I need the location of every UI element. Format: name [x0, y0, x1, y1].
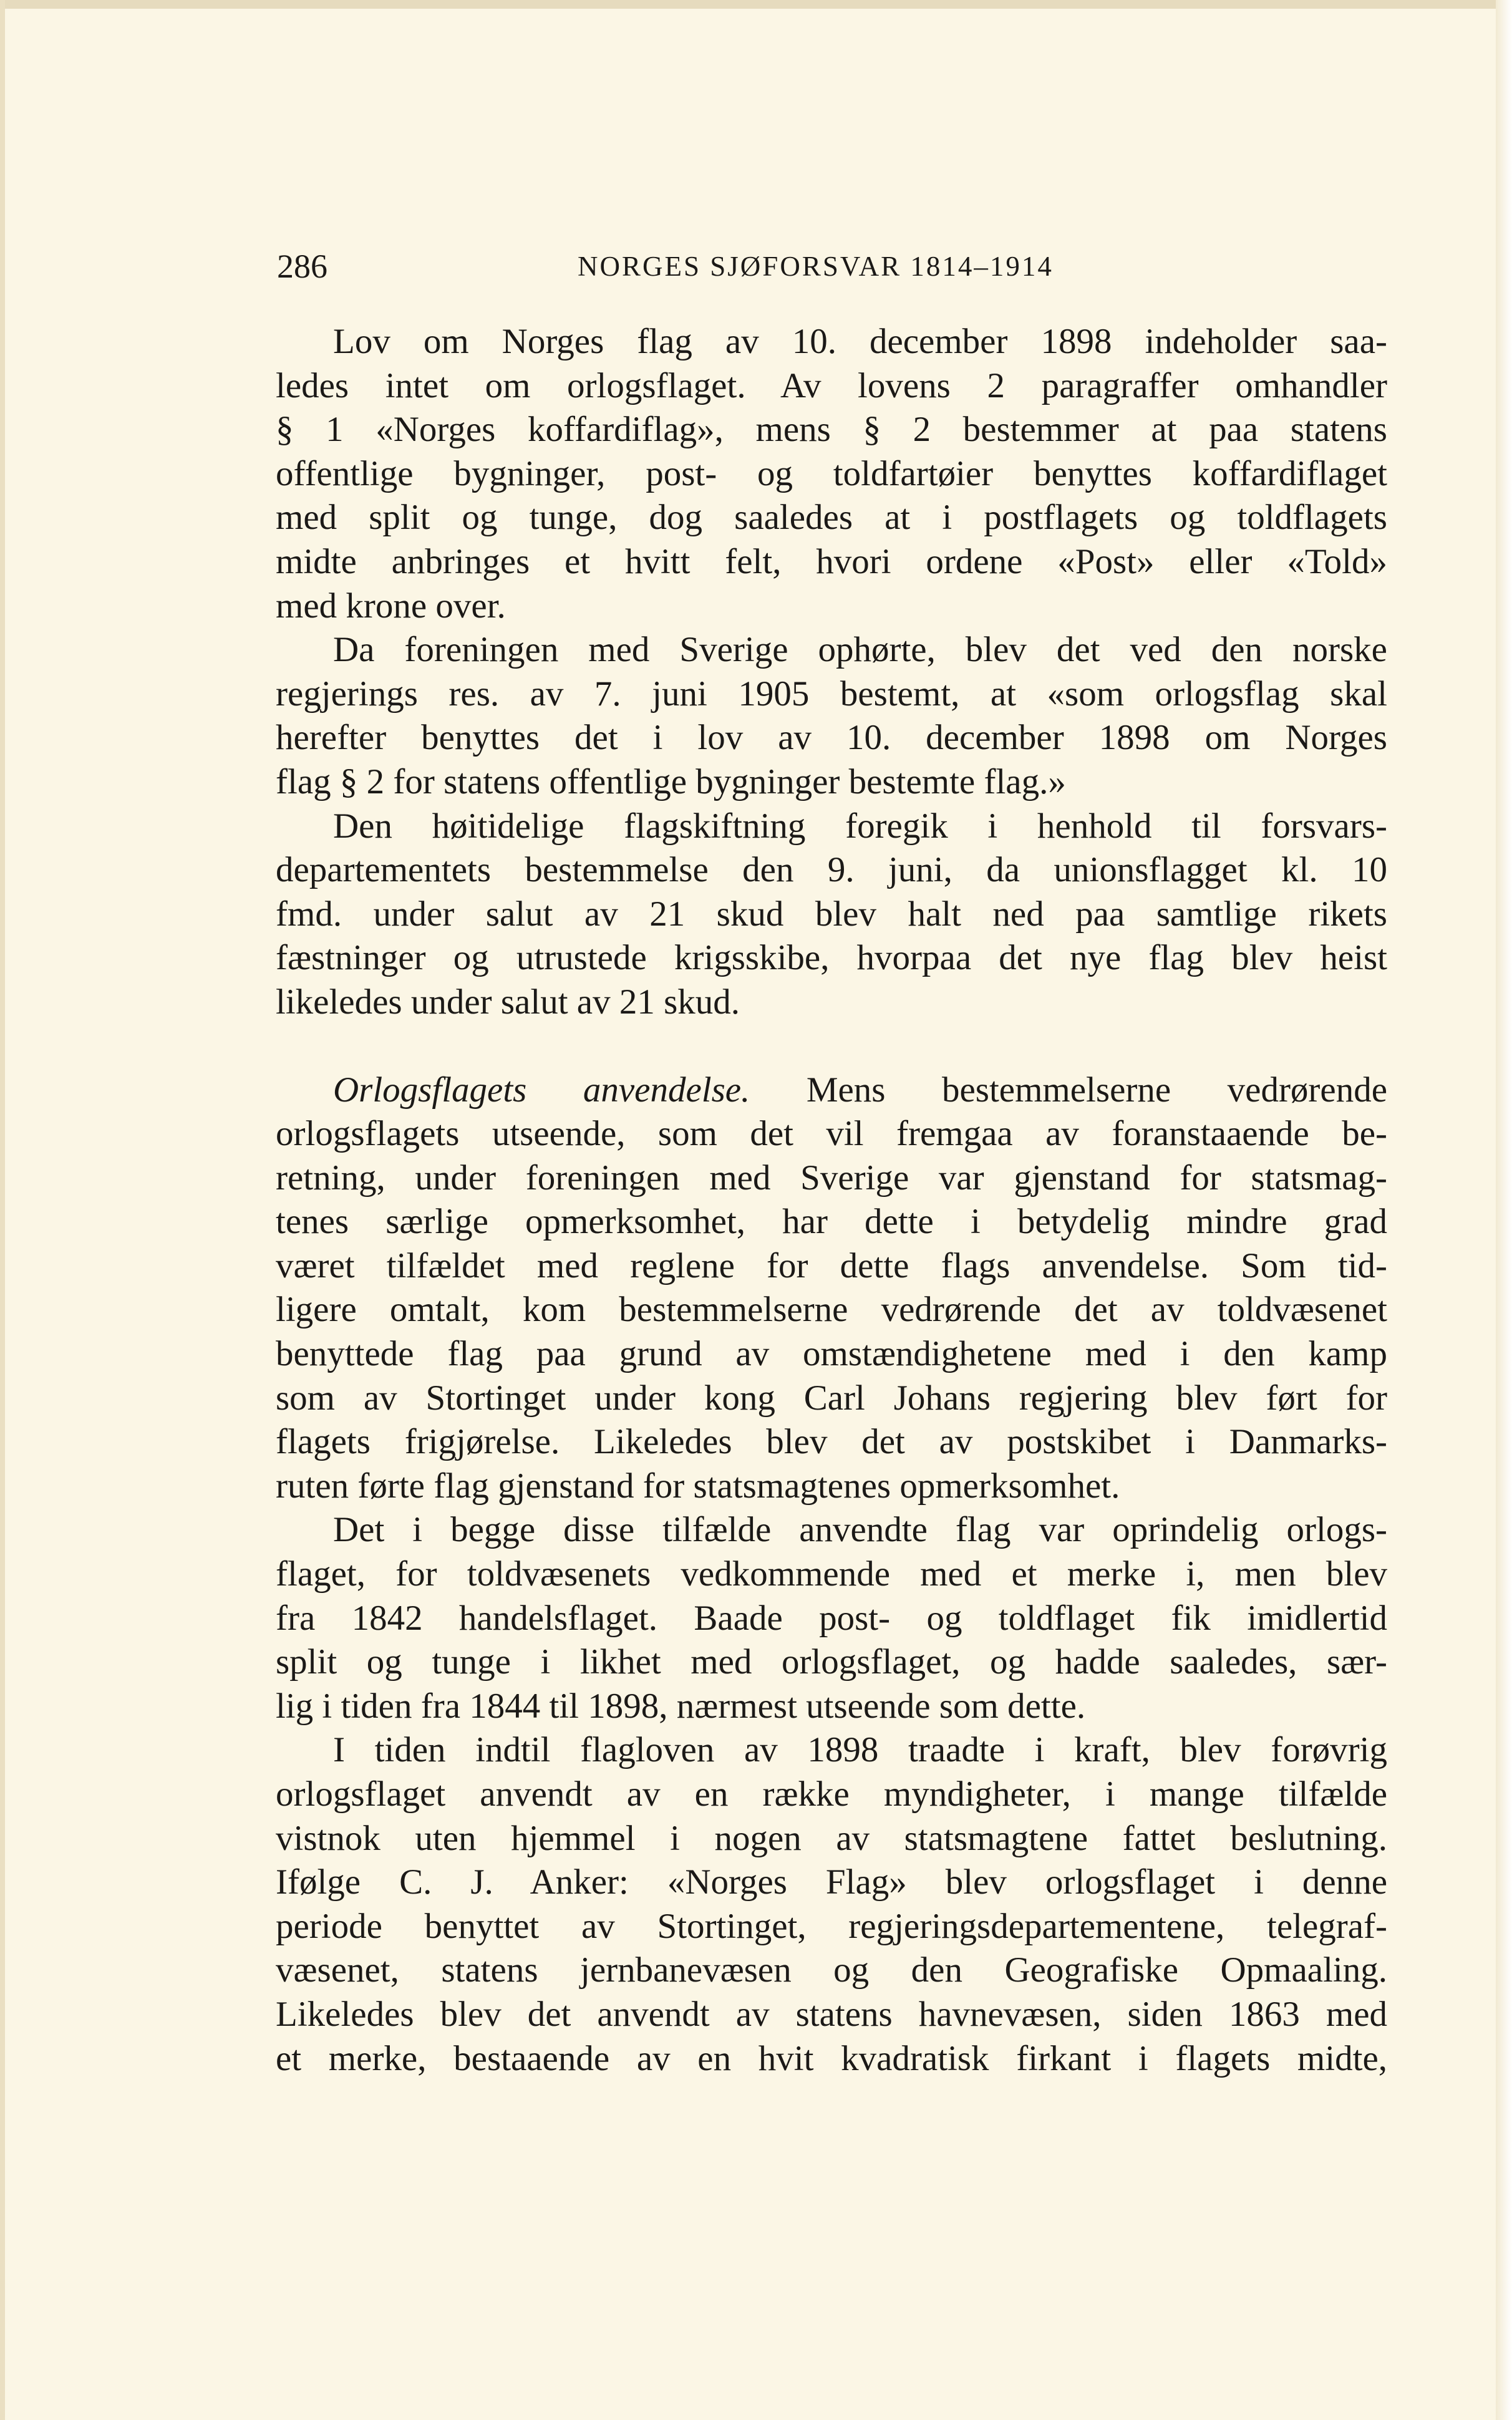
text-line: Det i begge disse tilfælde anvendte flag var oprindelig orlogs- [333, 1510, 1387, 1550]
text-line: Ifølge C. J. Anker: «Norges Flag» blev orlogsflaget i denne [276, 1862, 1387, 1902]
scan-right-edge [1496, 0, 1512, 2420]
text-line: vistnok uten hjemmel i nogen av statsmagtene fattet beslutning. [276, 1818, 1387, 1858]
text-line: ledes intet om orlogsflaget. Av lovens 2 paragraffer omhandler [276, 365, 1387, 405]
text-line: § 1 «Norges koffardiflag», mens § 2 bestemmer at paa statens [276, 410, 1387, 450]
text-line: et merke, bestaaende av en hvit kvadratisk firkant i flagets midte, [276, 2038, 1387, 2078]
text-line: Lov om Norges flag av 10. december 1898 indeholder saa- [333, 322, 1387, 361]
text-line: ruten førte flag gjenstand for statsmagtenes opmerksomhet. [276, 1466, 1120, 1506]
text-line: herefter benyttes det i lov av 10. december 1898 om Norges [276, 718, 1387, 758]
text-line: Den høitidelige flagskiftning foregik i henhold til forsvars- [333, 806, 1387, 846]
text-line: periode benyttet av Stortinget, regjeringsdepartementene, telegraf- [276, 1906, 1387, 1946]
text-line: offentlige bygninger, post- og toldfartøier benyttes koffardiflaget [276, 453, 1387, 493]
text-line: flagets frigjørelse. Likeledes blev det av postskibet i Danmarks- [276, 1422, 1387, 1462]
text-line: fæstninger og utrustede krigsskibe, hvorpaa det nye flag blev heist [276, 938, 1387, 978]
text-line: været tilfældet med reglene for dette flags anvendelse. Som tid- [276, 1246, 1387, 1285]
page-header [277, 244, 1387, 288]
page-number: 286 [277, 248, 327, 285]
text-line: lig i tiden fra 1844 til 1898, nærmest utseende som dette. [276, 1686, 1086, 1726]
running-title: NORGES SJØFORSVAR 1814–1914 [578, 251, 1054, 282]
text-line: tenes særlige opmerksomhet, har dette i betydelig mindre grad [276, 1202, 1387, 1242]
text-line: I tiden indtil flagloven av 1898 traadte i kraft, blev forøvrig [333, 1730, 1387, 1770]
text-line: fmd. under salut av 21 skud blev halt ned paa samtlige rikets [276, 894, 1387, 934]
body-text [276, 320, 1387, 2081]
text-line: retning, under foreningen med Sverige var gjenstand for statsmag- [276, 1158, 1387, 1198]
text-line: Da foreningen med Sverige ophørte, blev det ved den norske [333, 630, 1387, 670]
text-line: fra 1842 handelsflaget. Baade post- og toldflaget fik imidlertid [276, 1598, 1387, 1638]
section-heading-line [276, 1068, 1387, 1113]
text-line: med krone over. [276, 586, 506, 626]
text-run: Mens bestemmelserne vedrørende [806, 1070, 1387, 1110]
section-heading: Orlogsflagets anvendelse. [333, 1070, 750, 1110]
text-line: benyttede flag paa grund av omstændighetene med i den kamp [276, 1334, 1387, 1374]
text-line: som av Stortinget under kong Carl Johans regjering blev ført for [276, 1378, 1387, 1418]
text-line: split og tunge i likhet med orlogsflaget, og hadde saaledes, sær- [276, 1642, 1387, 1682]
text-line: flag § 2 for statens offentlige bygninger bestemte flag.» [276, 762, 1066, 801]
scan-top-edge [5, 0, 1512, 9]
text-line: ligere omtalt, kom bestemmelserne vedrørende det av toldvæsenet [276, 1290, 1387, 1330]
text-line: væsenet, statens jernbanevæsen og den Geografiske Opmaaling. [276, 1950, 1387, 1990]
text-line: Likeledes blev det anvendt av statens havnevæsen, siden 1863 med [276, 1994, 1387, 2034]
text-line: orlogsflagets utseende, som det vil fremgaa av foranstaaende be- [276, 1114, 1387, 1154]
text-line: med split og tunge, dog saaledes at i postflagets og toldflagets [276, 498, 1387, 538]
text-line: flaget, for toldvæsenets vedkommende med et merke i, men blev [276, 1554, 1387, 1594]
text-line: departementets bestemmelse den 9. juni, da unionsflagget kl. 10 [276, 850, 1387, 890]
text-line: likeledes under salut av 21 skud. [276, 982, 740, 1022]
text-line: regjerings res. av 7. juni 1905 bestemt, at «som orlogsflag skal [276, 674, 1387, 714]
text-line: midte anbringes et hvitt felt, hvori ordene «Post» eller «Told» [276, 541, 1387, 581]
text-line: orlogsflaget anvendt av en række myndigheter, i mange tilfælde [276, 1774, 1387, 1814]
